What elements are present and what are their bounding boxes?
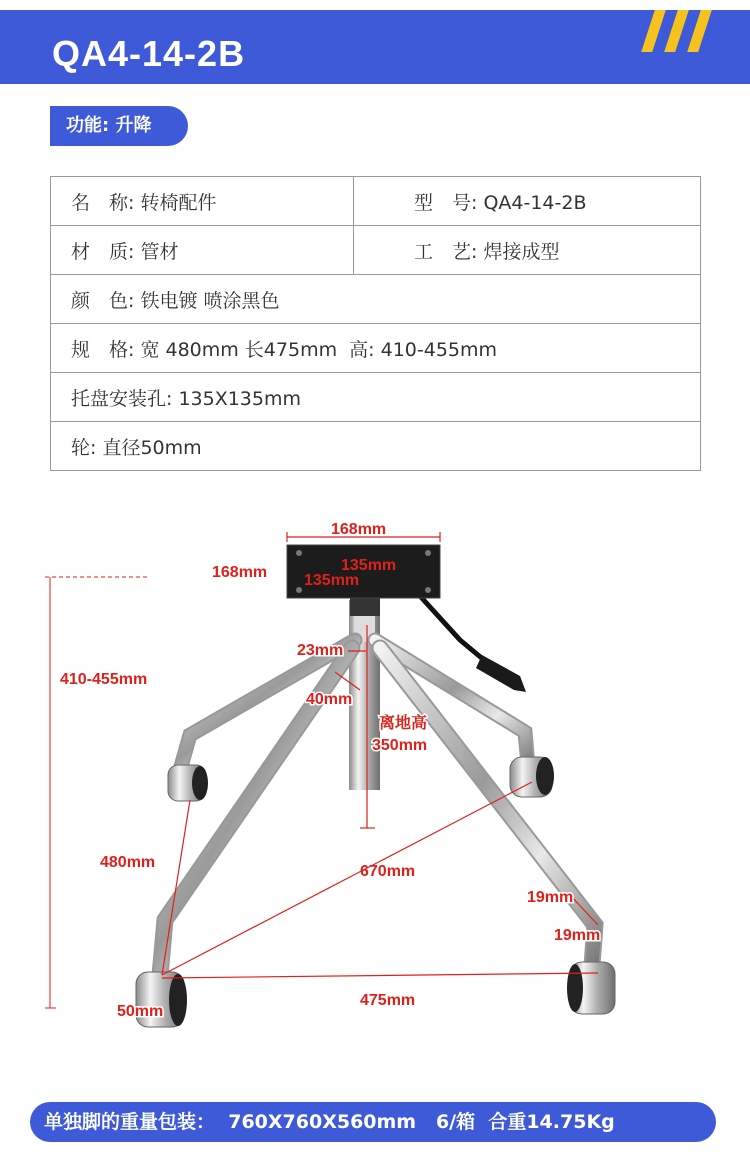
label-ground-clearance: 350mm xyxy=(372,737,428,754)
spec-size: 规 格: 宽 480mm 长475mm 高: 410-455mm xyxy=(51,324,701,373)
label-length: 475mm xyxy=(360,992,416,1009)
spec-material: 材 质: 管材 xyxy=(51,226,354,275)
spec-row xyxy=(51,177,701,226)
label-leg-b: 19mm xyxy=(554,927,601,944)
height-dimension xyxy=(45,577,150,1008)
label-leg-a: 19mm xyxy=(527,889,574,906)
label-height-range: 410-455mm xyxy=(60,671,148,688)
product-title: QA4-14-2B xyxy=(52,33,246,74)
packing-info: 单独脚的重量包装： 760X760X560mm 6/箱 合重14.75Kg xyxy=(30,1102,716,1142)
spec-row xyxy=(51,275,701,324)
spec-table xyxy=(50,176,701,471)
label-hole-width: 135mm xyxy=(341,557,397,574)
label-diagonal: 670mm xyxy=(360,863,416,880)
mechanism-collar xyxy=(350,598,380,616)
spec-process: 工 艺: 焊接成型 xyxy=(354,226,701,275)
spec-row xyxy=(51,422,701,471)
label-tube-a: 23mm xyxy=(297,642,344,659)
spec-color: 颜 色: 铁电镀 喷涂黑色 xyxy=(51,275,701,324)
spec-mount: 托盘安装孔: 135X135mm xyxy=(51,373,701,422)
spec-row xyxy=(51,373,701,422)
decorative-stripes xyxy=(640,10,720,54)
label-hole-depth: 135mm xyxy=(304,572,360,589)
spec-name: 名 称: 转椅配件 xyxy=(51,177,354,226)
label-width: 480mm xyxy=(100,854,156,871)
label-plate-width: 168mm xyxy=(331,521,387,538)
spec-row xyxy=(51,324,701,373)
lever-handle xyxy=(476,655,526,692)
spec-model: 型 号: QA4-14-2B xyxy=(354,177,701,226)
label-ground-clearance-title: 离地高 xyxy=(379,715,428,732)
label-plate-depth: 168mm xyxy=(212,564,268,581)
spec-row xyxy=(51,226,701,275)
header-banner xyxy=(0,10,750,84)
spec-wheel: 轮: 直径50mm xyxy=(51,422,701,471)
label-tube-b: 40mm xyxy=(306,691,353,708)
label-wheel: 50mm xyxy=(117,1003,164,1020)
function-badge: 功能: 升降 xyxy=(50,106,188,146)
chair-base-diagram xyxy=(0,500,750,1080)
